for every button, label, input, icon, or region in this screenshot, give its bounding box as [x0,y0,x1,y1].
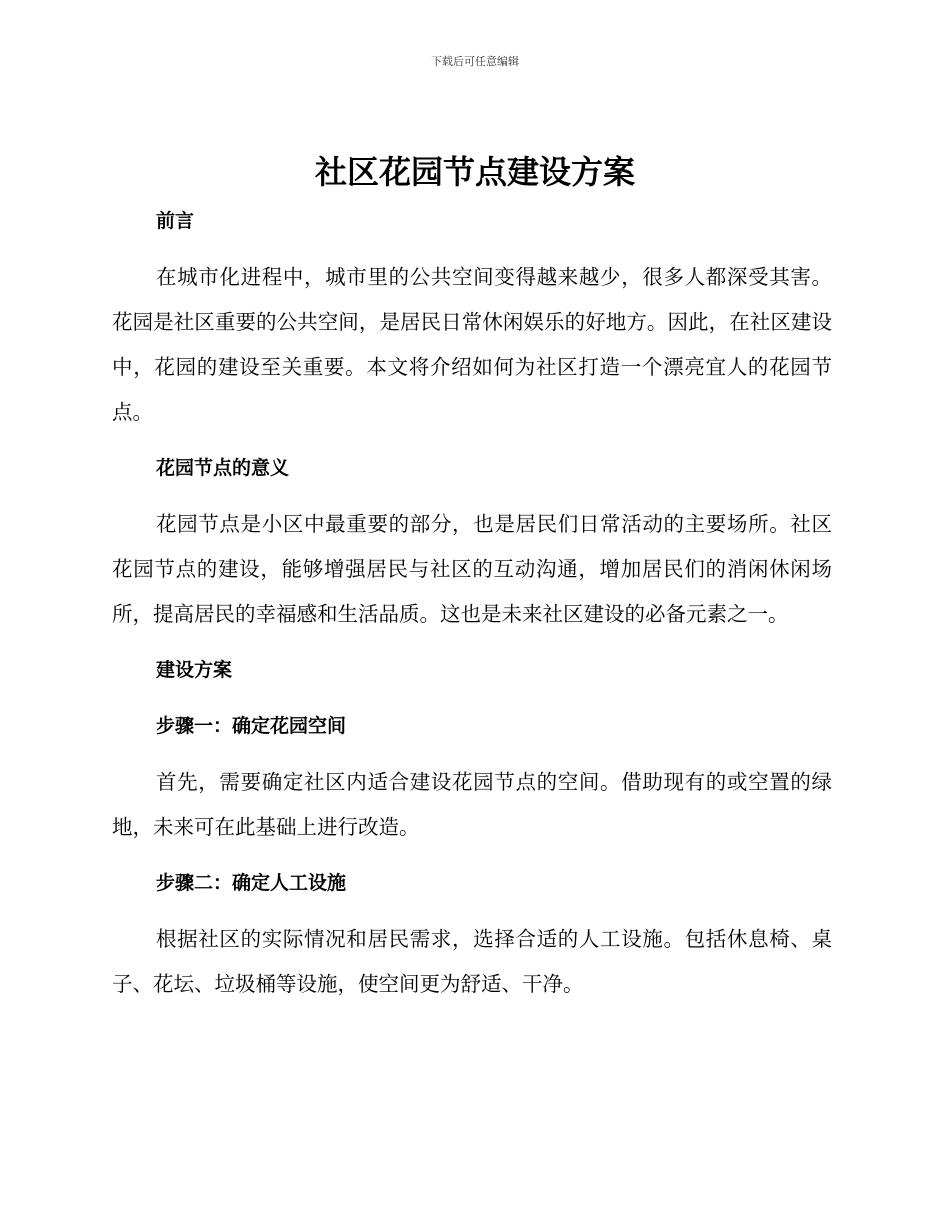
section-heading-plan: 建设方案 [156,659,233,681]
paragraph-preface: 在城市化进程中，城市里的公共空间变得越来越少，很多人都深受其害。花园是社区重要的公共空间，是居民日常休闲娱乐的好地方。因此，在社区建设中，花园的建设至关重要。本文将介绍如何为社区打造一个漂亮宜人的花园节点。 [112,265,832,424]
section-heading-meaning: 花园节点的意义 [156,457,290,479]
section-heading-preface: 前言 [156,210,195,232]
document-body [112,199,832,1018]
section-heading-step1: 步骤一：确定花园空间 [156,715,347,737]
header-note: 下载后可任意编辑 [431,55,519,68]
section-heading-step2: 步骤二：确定人工设施 [156,872,347,894]
document-title: 社区花园节点建设方案 [314,153,635,191]
paragraph-meaning: 花园节点是小区中最重要的部分，也是居民们日常活动的主要场所。社区花园节点的建设，能够增强居民与社区的互动沟通，增加居民们的消闲休闲场所，提高居民的幸福感和生活品质。这也是未来社区建设的必备元素之一。 [112,512,832,626]
paragraph-step2: 根据社区的实际情况和居民需求，选择合适的人工设施。包括休息椅、桌子、花坛、垃圾桶等设施，使空间更为舒适、干净。 [112,927,832,996]
paragraph-step1: 首先，需要确定社区内适合建设花园节点的空间。借助现有的或空置的绿地，未来可在此基础上进行改造。 [112,770,832,839]
